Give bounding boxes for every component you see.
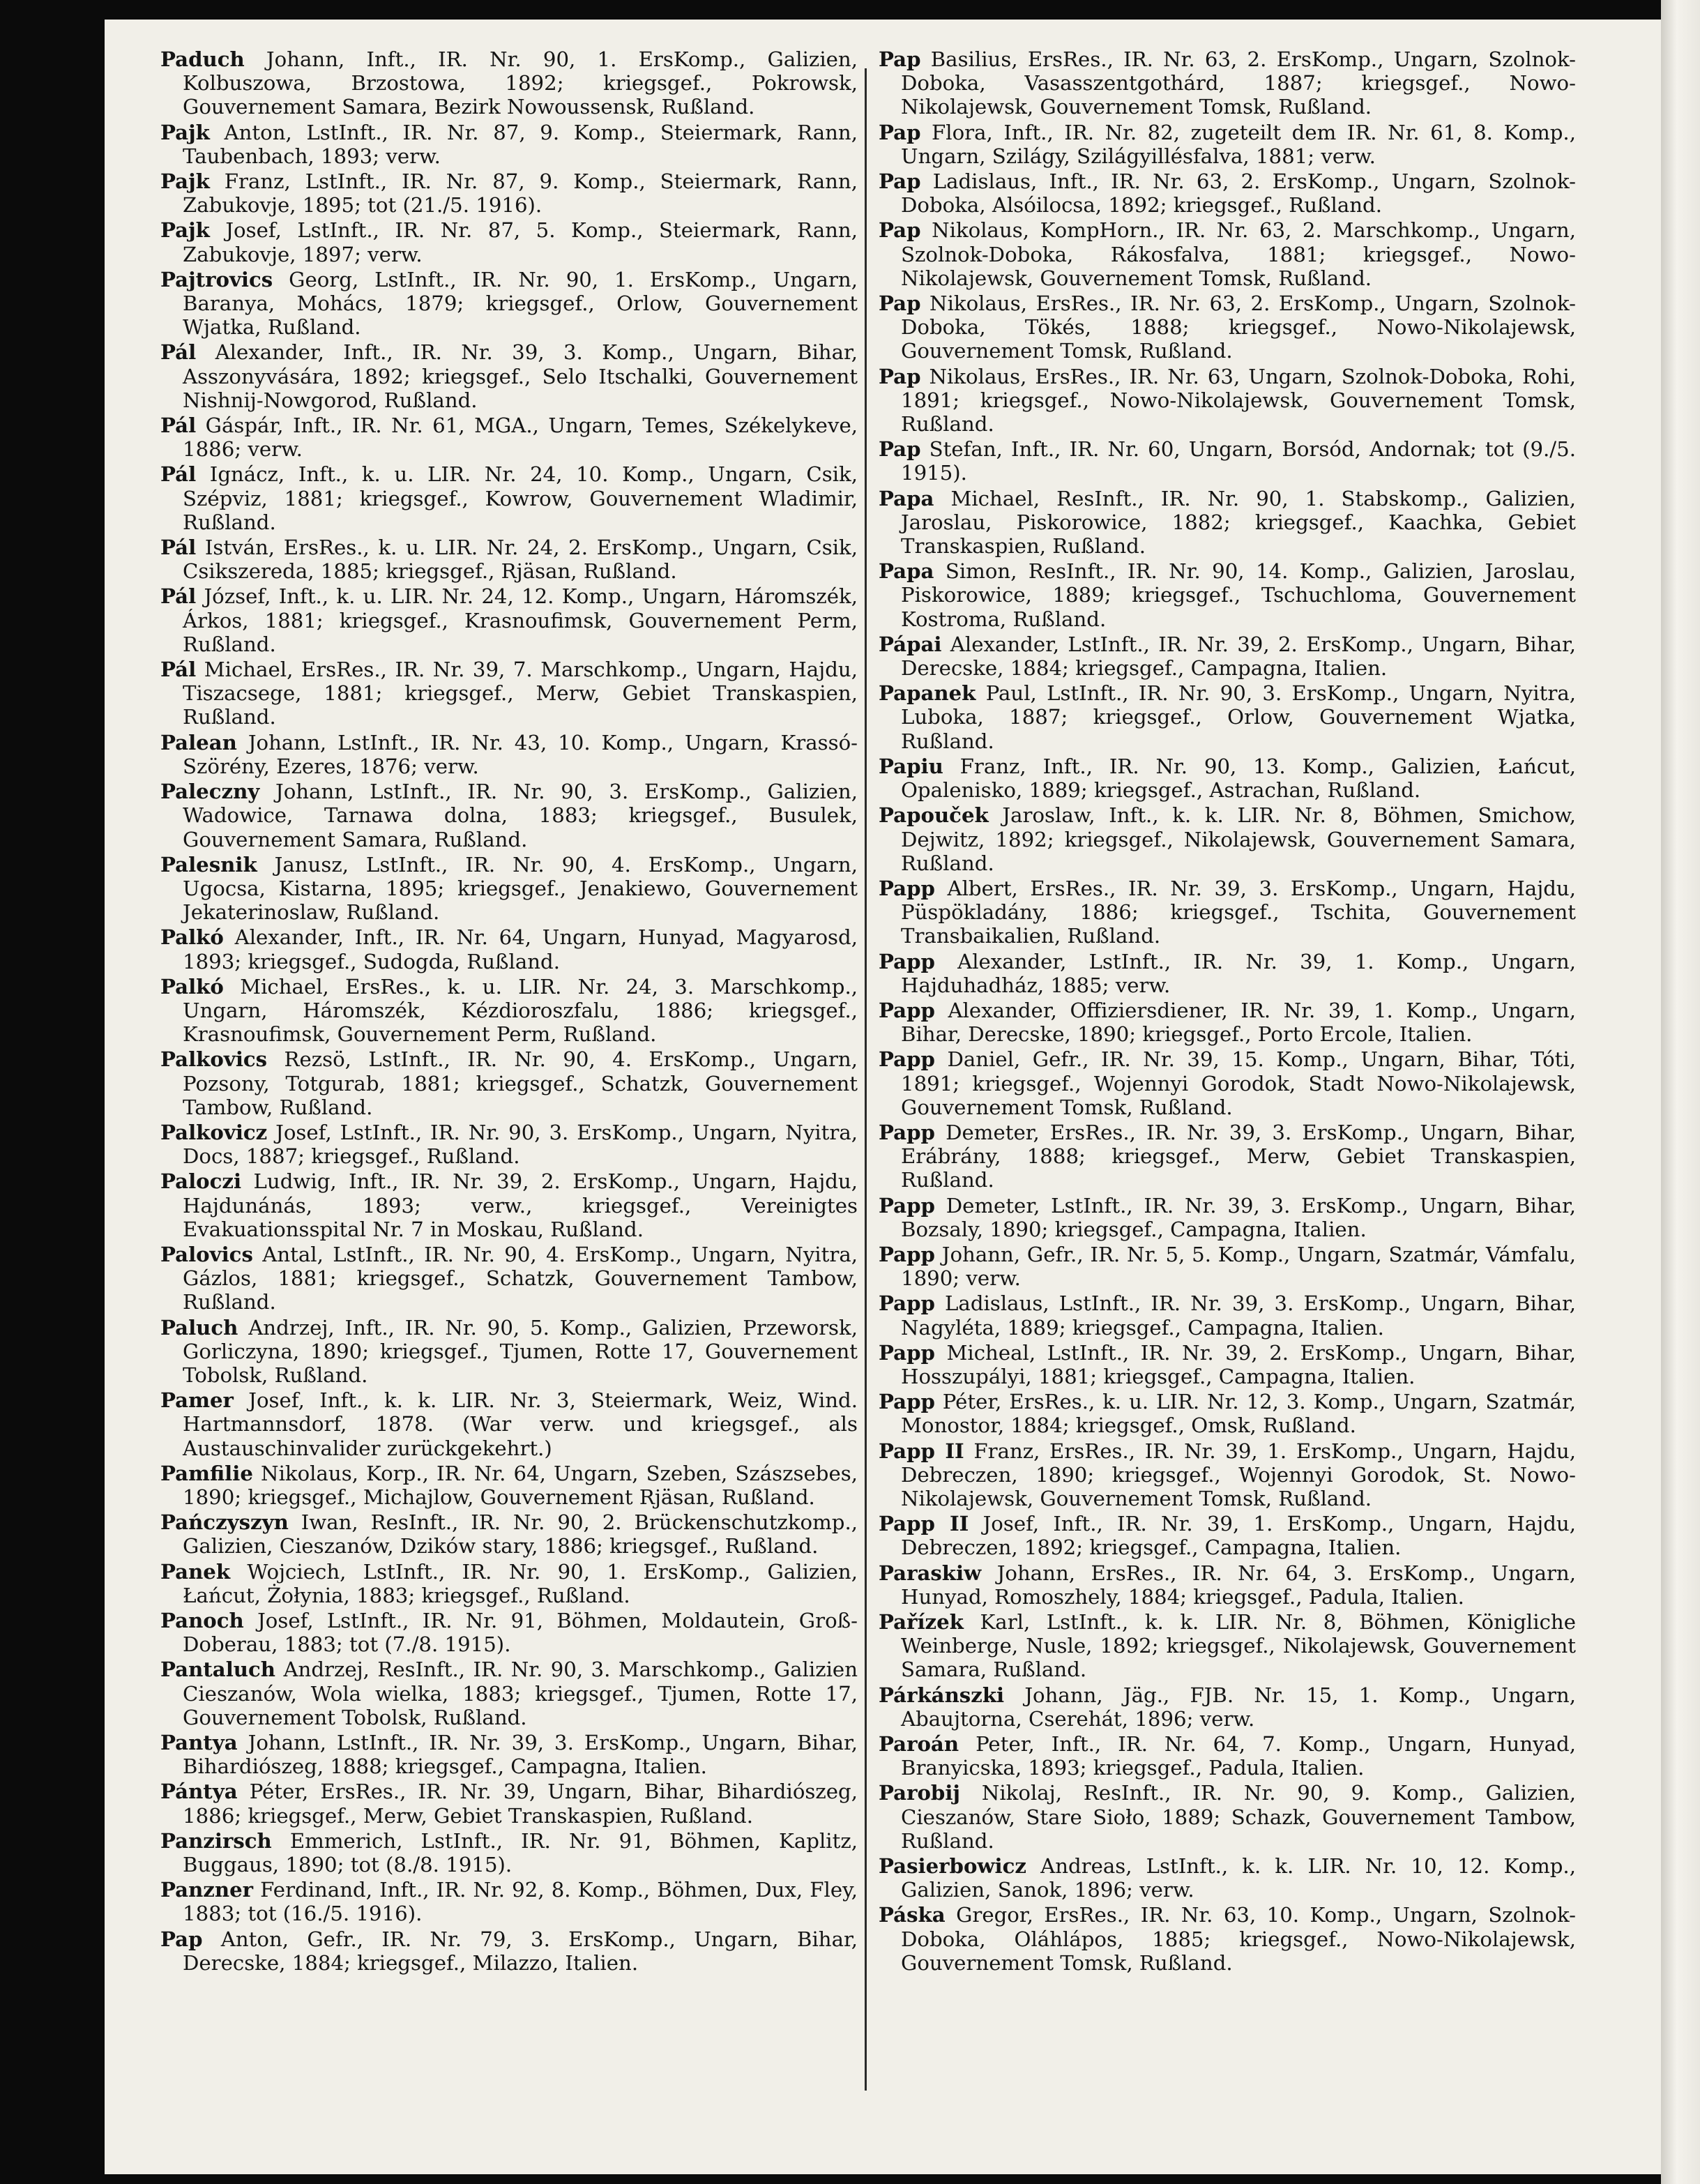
entry-surname: Pap xyxy=(160,1927,203,1951)
entry-details: Jaroslaw, Inft., k. k. LIR. Nr. 8, Böhmen, Smichow, Dejwitz, 1892; kriegsgef., Nikolajewsk, Gouvernement Samara, Rußland. xyxy=(901,803,1576,875)
entry-surname: Párkánszki xyxy=(879,1683,1005,1707)
list-item xyxy=(879,950,1576,997)
list-item xyxy=(160,1878,858,1925)
list-item xyxy=(879,218,1576,290)
entry-surname: Pap xyxy=(879,437,921,462)
list-item xyxy=(160,731,858,778)
entry-details: Alexander, Inft., IR. Nr. 64, Ungarn, Hunyad, Magyarosd, 1893; kriegsgef., Sudogda, Rußland. xyxy=(183,925,858,973)
entry-details: Péter, ErsRes., k. u. LIR. Nr. 12, 3. Komp., Ungarn, Szatmár, Monostor, 1884; kriegsgef., Omsk, Rußland. xyxy=(901,1390,1576,1438)
entry-surname: Palkovicz xyxy=(160,1120,268,1144)
entry-details: Josef, Inft., IR. Nr. 39, 1. ErsKomp., Ungarn, Hajdu, Debreczen, 1892; kriegsgef., Campagna, Italien. xyxy=(901,1512,1576,1560)
entry-surname: Paluch xyxy=(160,1315,238,1340)
entry-surname: Paloczi xyxy=(160,1169,242,1194)
entry-details: József, Inft., k. u. LIR. Nr. 24, 12. Komp., Ungarn, Háromszék, Árkos, 1881; kriegsgef., Krasnoufimsk, Gouvernement Perm, Rußland. xyxy=(183,584,858,656)
entry-surname: Pamer xyxy=(160,1388,234,1413)
entry-surname: Pap xyxy=(879,169,921,194)
entry-details: Anton, Gefr., IR. Nr. 79, 3. ErsKomp., Ungarn, Bihar, Derecske, 1884; kriegsgef., Milazzo, Italien. xyxy=(183,1927,858,1975)
entry-surname: Papp xyxy=(879,1390,935,1414)
list-item xyxy=(160,1388,858,1460)
entry-details: Iwan, ResInft., IR. Nr. 90, 2. Brückenschutzkomp., Galizien, Cieszanów, Dzików stary, 1886; kriegsgef., Rußland. xyxy=(183,1510,858,1559)
document-page xyxy=(105,20,1661,2174)
entry-details: Ferdinand, Inft., IR. Nr. 92, 8. Komp., Böhmen, Dux, Fley, 1883; tot (16./5. 1916). xyxy=(183,1878,858,1926)
list-item xyxy=(160,462,858,534)
list-item xyxy=(160,853,858,925)
entry-details: Nikolaus, Korp., IR. Nr. 64, Ungarn, Szeben, Szászsebes, 1890; kriegsgef., Michajlow, Gouvernement Rjäsan, Rußland. xyxy=(183,1461,858,1509)
entry-details: Alexander, LstInft., IR. Nr. 39, 1. Komp., Ungarn, Hajduhadház, 1885; verw. xyxy=(901,949,1576,997)
entry-details: Nikolaus, KompHorn., IR. Nr. 63, 2. Marschkomp., Ungarn, Szolnok-Doboka, Rákosfalva, 1881; kriegsgef., Nowo-Nikolajewsk, Gouvernement Tomsk, Rußland. xyxy=(901,218,1576,290)
entry-surname: Pál xyxy=(160,658,197,682)
list-item xyxy=(879,559,1576,631)
entry-surname: Pál xyxy=(160,462,197,487)
entry-surname: Panzirsch xyxy=(160,1828,272,1853)
list-item xyxy=(879,1732,1576,1780)
list-item xyxy=(879,1903,1576,1975)
list-item xyxy=(160,584,858,656)
entry-surname: Papp xyxy=(879,1291,935,1316)
entry-surname: Paduch xyxy=(160,47,245,71)
list-item xyxy=(160,1560,858,1607)
list-item xyxy=(160,1047,858,1119)
entry-surname: Pap xyxy=(879,291,921,316)
entry-surname: Papp xyxy=(879,998,935,1022)
entry-surname: Papp xyxy=(879,1047,935,1072)
list-item xyxy=(160,1316,858,1388)
entry-details: Ignácz, Inft., k. u. LIR. Nr. 24, 10. Komp., Ungarn, Csik, Szépviz, 1881; kriegsgef., Kowrow, Gouvernement Wladimir, Rußland. xyxy=(183,462,858,534)
entry-details: Albert, ErsRes., IR. Nr. 39, 3. ErsKomp., Ungarn, Hajdu, Püspökladány, 1886; kriegsgef., Tschita, Gouvernement Transbaikalien, Rußland. xyxy=(901,876,1577,948)
entry-surname: Pál xyxy=(160,414,197,438)
entry-surname: Papa xyxy=(879,559,934,584)
entry-surname: Papp xyxy=(879,876,935,900)
entry-details: Franz, Inft., IR. Nr. 90, 13. Komp., Galizien, Łańcut, Opalenisko, 1889; kriegsgef., Astrachan, Rußland. xyxy=(901,754,1576,803)
entry-surname: Papouček xyxy=(879,803,989,828)
entry-surname: Pápai xyxy=(879,632,942,656)
entry-surname: Pap xyxy=(879,120,921,144)
entry-surname: Palovics xyxy=(160,1242,253,1266)
list-item xyxy=(879,1610,1576,1682)
list-item xyxy=(160,47,858,119)
entry-surname: Pajtrovics xyxy=(160,267,273,291)
entry-details: Rezsö, LstInft., IR. Nr. 90, 4. ErsKomp., Ungarn, Pozsony, Totgurab, 1881; kriegsgef., Schatzk, Gouvernement Tambow, Rußland. xyxy=(183,1047,858,1119)
entry-details: Josef, Inft., k. k. LIR. Nr. 3, Steiermark, Weiz, Wind. Hartmannsdorf, 1878. (War verw. und kriegsgef., als Austauschinvalider zurückgekehrt.) xyxy=(183,1388,858,1460)
entry-surname: Pap xyxy=(879,218,921,243)
entry-details: Johann, Jäg., FJB. Nr. 15, 1. Komp., Ungarn, Abaujtorna, Cserehát, 1896; verw. xyxy=(901,1683,1576,1731)
list-item xyxy=(160,1169,858,1241)
list-item xyxy=(879,1781,1576,1853)
list-item xyxy=(160,1462,858,1509)
entry-surname: Papanek xyxy=(879,681,976,706)
entry-surname: Panoch xyxy=(160,1609,244,1632)
list-item xyxy=(160,658,858,729)
entry-details: Josef, LstInft., IR. Nr. 87, 5. Komp., Steiermark, Rann, Zabukovje, 1897; verw. xyxy=(183,218,858,266)
entry-surname: Papa xyxy=(879,486,934,510)
entry-details: Karl, LstInft., k. k. LIR. Nr. 8, Böhmen, Königliche Weinberge, Nusle, 1892; kriegsgef., Nikolajewsk, Gouvernement Samara, Rußland. xyxy=(901,1610,1576,1682)
list-item xyxy=(879,47,1576,119)
list-item xyxy=(879,1341,1576,1388)
entry-details: Alexander, LstInft., IR. Nr. 39, 2. ErsKomp., Ungarn, Bihar, Derecske, 1884; kriegsgef., Campagna, Italien. xyxy=(901,632,1576,681)
entry-details: Andreas, LstInft., k. k. LIR. Nr. 10, 12. Komp., Galizien, Sanok, 1896; verw. xyxy=(901,1854,1576,1902)
entry-surname: Papp II xyxy=(879,1512,969,1536)
entry-surname: Pajk xyxy=(160,218,210,243)
list-item xyxy=(160,1609,858,1656)
entry-surname: Palesnik xyxy=(160,852,257,877)
entry-surname: Parobij xyxy=(879,1781,960,1805)
list-item xyxy=(160,1658,858,1729)
entry-surname: Pántya xyxy=(160,1780,238,1804)
list-item xyxy=(879,291,1576,363)
entry-surname: Pap xyxy=(879,47,921,71)
entry-details: Michael, ErsRes., k. u. LIR. Nr. 24, 3. Marschkomp., Ungarn, Háromszék, Kézdioroszfalu, 1886; kriegsgef., Krasnoufimsk, Gouvernement Perm, Rußland. xyxy=(183,974,858,1047)
list-item xyxy=(879,754,1576,802)
entry-details: Franz, LstInft., IR. Nr. 87, 9. Komp., Steiermark, Rann, Zabukovje, 1895; tot (21./5. 1916). xyxy=(183,169,858,218)
entry-surname: Palkovics xyxy=(160,1047,268,1072)
left-column xyxy=(160,47,858,1976)
entry-details: Peter, Inft., IR. Nr. 64, 7. Komp., Ungarn, Hunyad, Branyicska, 1893; kriegsgef., Padula, Italien. xyxy=(901,1732,1577,1780)
entry-surname: Pasierbowicz xyxy=(879,1854,1026,1879)
entry-surname: Papp xyxy=(879,1242,935,1266)
list-item xyxy=(160,121,858,168)
list-item xyxy=(879,877,1576,948)
entry-surname: Palkó xyxy=(160,974,224,999)
list-item xyxy=(879,1047,1576,1119)
list-item xyxy=(879,681,1576,753)
entry-details: Ludwig, Inft., IR. Nr. 39, 2. ErsKomp., Ungarn, Hajdu, Hajdunánás, 1893; verw., kriegsgef., Vereinigtes Evakuationsspital Nr. 7 in Moskau, Rußland. xyxy=(183,1169,858,1241)
list-item xyxy=(879,1243,1576,1290)
list-item xyxy=(160,975,858,1047)
entry-surname: Pap xyxy=(879,364,921,388)
entry-details: Janusz, LstInft., IR. Nr. 90, 4. ErsKomp., Ungarn, Ugocsa, Kistarna, 1895; kriegsgef., Jenakiewo, Gouvernement Jekaterinoslaw, Rußland. xyxy=(183,852,858,925)
list-item xyxy=(879,1512,1576,1559)
entry-details: Andrzej, ResInft., IR. Nr. 90, 3. Marschkomp., Galizien Cieszanów, Wola wielka, 1883; kriegsgef., Tjumen, Rotte 17, Gouvernement Tobolsk, Rußland. xyxy=(183,1658,858,1729)
entry-surname: Paroán xyxy=(879,1732,959,1757)
entry-details: Nikolaus, ErsRes., IR. Nr. 63, Ungarn, Szolnok-Doboka, Rohi, 1891; kriegsgef., Nowo-Nikolajewsk, Gouvernement Tomsk, Rußland. xyxy=(901,364,1577,437)
entry-details: Andrzej, Inft., IR. Nr. 90, 5. Komp., Galizien, Przeworsk, Gorliczyna, 1890; kriegsgef., Tjumen, Rotte 17, Gouvernement Tobolsk, Rußland. xyxy=(183,1315,858,1387)
entry-details: Micheal, LstInft., IR. Nr. 39, 2. ErsKomp., Ungarn, Bihar, Hosszupályi, 1881; kriegsgef., Campagna, Italien. xyxy=(901,1340,1576,1388)
entry-details: Franz, ErsRes., IR. Nr. 39, 1. ErsKomp., Ungarn, Hajdu, Debreczen, 1890; kriegsgef., Wojennyi Gorodok, St. Nowo-Nikolajewsk, Gouvernement Tomsk, Rußland. xyxy=(901,1439,1576,1510)
entry-surname: Papp xyxy=(879,949,935,973)
entry-surname: Palkó xyxy=(160,925,224,950)
entry-details: Emmerich, LstInft., IR. Nr. 91, Böhmen, Kaplitz, Buggaus, 1890; tot (8./8. 1915). xyxy=(183,1828,858,1877)
list-item xyxy=(160,1927,858,1975)
entry-details: Johann, Gefr., IR. Nr. 5, 5. Komp., Ungarn, Szatmár, Vámfalu, 1890; verw. xyxy=(901,1242,1577,1291)
entry-surname: Paraskiw xyxy=(879,1561,982,1585)
list-item xyxy=(160,414,858,461)
entry-details: Basilius, ErsRes., IR. Nr. 63, 2. ErsKomp., Ungarn, Szolnok-Doboka, Vasasszentgothárd, 1887; kriegsgef., Nowo-Nikolajewsk, Gouvernement Tomsk, Rußland. xyxy=(901,47,1577,119)
entry-details: Gregor, ErsRes., IR. Nr. 63, 10. Komp., Ungarn, Szolnok-Doboka, Oláhlápos, 1885; kriegsgef., Nowo-Nikolajewsk, Gouvernement Tomsk, Rußland. xyxy=(901,1903,1576,1975)
entry-details: Demeter, LstInft., IR. Nr. 39, 3. ErsKomp., Ungarn, Bihar, Bozsaly, 1890; kriegsgef., Campagna, Italien. xyxy=(901,1193,1576,1241)
entry-details: Gáspár, Inft., IR. Nr. 61, MGA., Ungarn, Temes, Székelykeve, 1886; verw. xyxy=(183,414,858,462)
list-item xyxy=(879,169,1576,217)
entry-surname: Papp xyxy=(879,1120,935,1144)
entry-surname: Papiu xyxy=(879,754,943,778)
entry-surname: Páska xyxy=(879,1903,946,1927)
entry-details: Johann, LstInft., IR. Nr. 39, 3. ErsKomp., Ungarn, Bihar, Bihardiószeg, 1888; kriegsgef., Campagna, Italien. xyxy=(183,1731,858,1779)
right-column xyxy=(879,47,1576,1976)
list-item xyxy=(160,780,858,851)
entry-details: Stefan, Inft., IR. Nr. 60, Ungarn, Borsód, Andornak; tot (9./5. 1915). xyxy=(901,437,1576,485)
list-item xyxy=(160,340,858,412)
list-item xyxy=(160,1780,858,1827)
entry-details: Ladislaus, Inft., IR. Nr. 63, 2. ErsKomp., Ungarn, Szolnok-Doboka, Alsóilocsa, 1892; kriegsgef., Rußland. xyxy=(901,169,1577,218)
entry-details: Johann, Inft., IR. Nr. 90, 1. ErsKomp., Galizien, Kolbuszowa, Brzostowa, 1892; kriegsgef., Pokrowsk, Gouvernement Samara, Bezirk Nowoussensk, Rußland. xyxy=(183,47,858,119)
entry-surname: Pajk xyxy=(160,120,210,144)
entry-surname: Paleczny xyxy=(160,780,260,804)
entry-surname: Papp xyxy=(879,1193,935,1218)
entry-details: Josef, LstInft., IR. Nr. 90, 3. ErsKomp., Ungarn, Nyitra, Docs, 1887; kriegsgef., Rußland. xyxy=(183,1120,858,1169)
list-item xyxy=(160,218,858,266)
entry-details: Johann, LstInft., IR. Nr. 90, 3. ErsKomp., Galizien, Wadowice, Tarnawa dolna, 1883; kriegsgef., Busulek, Gouvernement Samara, Rußland. xyxy=(183,780,858,851)
list-item xyxy=(160,1731,858,1778)
entry-details: Josef, LstInft., IR. Nr. 91, Böhmen, Moldautein, Groß-Doberau, 1883; tot (7./8. 1915). xyxy=(183,1609,858,1657)
entry-details: Péter, ErsRes., IR. Nr. 39, Ungarn, Bihar, Bihardiószeg, 1886; kriegsgef., Merw, Gebiet Transkaspien, Rußland. xyxy=(183,1780,858,1828)
list-item xyxy=(879,803,1576,875)
list-item xyxy=(160,169,858,217)
column-divider xyxy=(865,68,867,2091)
entry-surname: Pantya xyxy=(160,1731,238,1755)
list-item xyxy=(879,999,1576,1046)
entry-details: Nikolaus, ErsRes., IR. Nr. 63, 2. ErsKomp., Ungarn, Szolnok-Doboka, Tökés, 1888; kriegsgef., Nowo-Nikolajewsk, Gouvernement Tomsk, Rußland. xyxy=(901,291,1576,363)
list-item xyxy=(879,1194,1576,1241)
list-item xyxy=(879,437,1576,485)
list-item xyxy=(879,1390,1576,1437)
entry-details: Michael, ErsRes., IR. Nr. 39, 7. Marschkomp., Ungarn, Hajdu, Tiszacsege, 1881; kriegsgef., Merw, Gebiet Transkaspien, Rußland. xyxy=(183,658,858,729)
entry-surname: Pamfilie xyxy=(160,1461,253,1485)
list-item xyxy=(160,1243,858,1314)
list-item xyxy=(160,536,858,583)
list-item xyxy=(160,268,858,340)
list-item xyxy=(160,925,858,973)
list-item xyxy=(879,1121,1576,1192)
entry-details: Paul, LstInft., IR. Nr. 90, 3. ErsKomp., Ungarn, Nyitra, Luboka, 1887; kriegsgef., Orlow, Gouvernement Wjatka, Rußland. xyxy=(901,681,1576,753)
entry-surname: Papp II xyxy=(879,1439,964,1463)
list-item xyxy=(879,365,1576,437)
entry-details: Flora, Inft., IR. Nr. 82, zugeteilt dem IR. Nr. 61, 8. Komp., Ungarn, Szilágy, Szilágyillésfalva, 1881; verw. xyxy=(901,120,1576,168)
entry-details: Daniel, Gefr., IR. Nr. 39, 15. Komp., Ungarn, Bihar, Tóti, 1891; kriegsgef., Wojennyi Gorodok, Stadt Nowo-Nikolajewsk, Gouvernement Tomsk, Rußland. xyxy=(901,1047,1576,1119)
entry-surname: Pál xyxy=(160,340,197,365)
entry-details: Simon, ResInft., IR. Nr. 90, 14. Komp., Galizien, Jaroslau, Piskorowice, 1889; kriegsgef., Tschuchloma, Gouvernement Kostroma, Rußland. xyxy=(901,559,1577,631)
entry-surname: Panzner xyxy=(160,1878,254,1902)
list-item xyxy=(160,1510,858,1558)
list-item xyxy=(879,1291,1576,1339)
list-item xyxy=(879,487,1576,559)
entry-surname: Pantaluch xyxy=(160,1658,275,1682)
entry-surname: Papp xyxy=(879,1340,935,1365)
list-item xyxy=(160,1121,858,1168)
entry-details: Ladislaus, LstInft., IR. Nr. 39, 3. ErsKomp., Ungarn, Bihar, Nagyléta, 1889; kriegsgef., Campagna, Italien. xyxy=(901,1291,1576,1340)
entry-details: Michael, ResInft., IR. Nr. 90, 1. Stabskomp., Galizien, Jaroslau, Piskorowice, 1882; kriegsgef., Kaachka, Gebiet Transkaspien, Rußland. xyxy=(901,486,1577,559)
entry-surname: Pańczyszyn xyxy=(160,1510,289,1535)
entry-details: Georg, LstInft., IR. Nr. 90, 1. ErsKomp., Ungarn, Baranya, Mohács, 1879; kriegsgef., Orlow, Gouvernement Wjatka, Rußland. xyxy=(183,267,858,340)
entry-details: Alexander, Offiziersdiener, IR. Nr. 39, 1. Komp., Ungarn, Bihar, Derecske, 1890; kriegsgef., Porto Ercole, Italien. xyxy=(901,998,1577,1047)
list-item xyxy=(879,1854,1576,1902)
entry-details: Johann, ErsRes., IR. Nr. 64, 3. ErsKomp., Ungarn, Hunyad, Romoszhely, 1884; kriegsgef., Padula, Italien. xyxy=(901,1561,1577,1609)
entry-details: Demeter, ErsRes., IR. Nr. 39, 3. ErsKomp., Ungarn, Bihar, Erábrány, 1888; kriegsgef., Merw, Gebiet Transkaspien, Rußland. xyxy=(901,1120,1577,1192)
entry-surname: Pál xyxy=(160,536,197,560)
list-item xyxy=(879,632,1576,680)
list-item xyxy=(160,1829,858,1876)
list-item xyxy=(879,1439,1576,1511)
entry-surname: Pajk xyxy=(160,169,210,194)
entry-surname: Pál xyxy=(160,584,197,609)
entry-details: Anton, LstInft., IR. Nr. 87, 9. Komp., Steiermark, Rann, Taubenbach, 1893; verw. xyxy=(183,120,858,168)
entry-surname: Panek xyxy=(160,1559,231,1584)
entry-surname: Palean xyxy=(160,730,237,754)
entry-surname: Pařízek xyxy=(879,1610,964,1634)
entry-details: Nikolaj, ResInft., IR. Nr. 90, 9. Komp., Galizien, Cieszanów, Stare Sioło, 1889; Schazk, Gouvernement Tambow, Rußland. xyxy=(901,1781,1576,1853)
entry-details: Antal, LstInft., IR. Nr. 90, 4. ErsKomp., Ungarn, Nyitra, Gázlos, 1881; kriegsgef., Schatzk, Gouvernement Tambow, Rußland. xyxy=(183,1242,858,1314)
entry-details: Alexander, Inft., IR. Nr. 39, 3. Komp., Ungarn, Bihar, Asszonyvására, 1892; kriegsgef., Selo Itschalki, Gouvernement Nishnij-Nowgorod, Rußland. xyxy=(183,340,858,412)
entry-details: Wojciech, LstInft., IR. Nr. 90, 1. ErsKomp., Galizien, Łańcut, Żołynia, 1883; kriegsgef., Rußland. xyxy=(183,1559,858,1607)
list-item xyxy=(879,1683,1576,1731)
list-item xyxy=(879,1561,1576,1609)
list-item xyxy=(879,121,1576,168)
page-edge xyxy=(1661,0,1700,2184)
entry-details: István, ErsRes., k. u. LIR. Nr. 24, 2. ErsKomp., Ungarn, Csik, Csikszereda, 1885; kriegsgef., Rjäsan, Rußland. xyxy=(183,536,858,584)
entry-details: Johann, LstInft., IR. Nr. 43, 10. Komp., Ungarn, Krassó-Szörény, Ezeres, 1876; verw. xyxy=(183,730,858,778)
